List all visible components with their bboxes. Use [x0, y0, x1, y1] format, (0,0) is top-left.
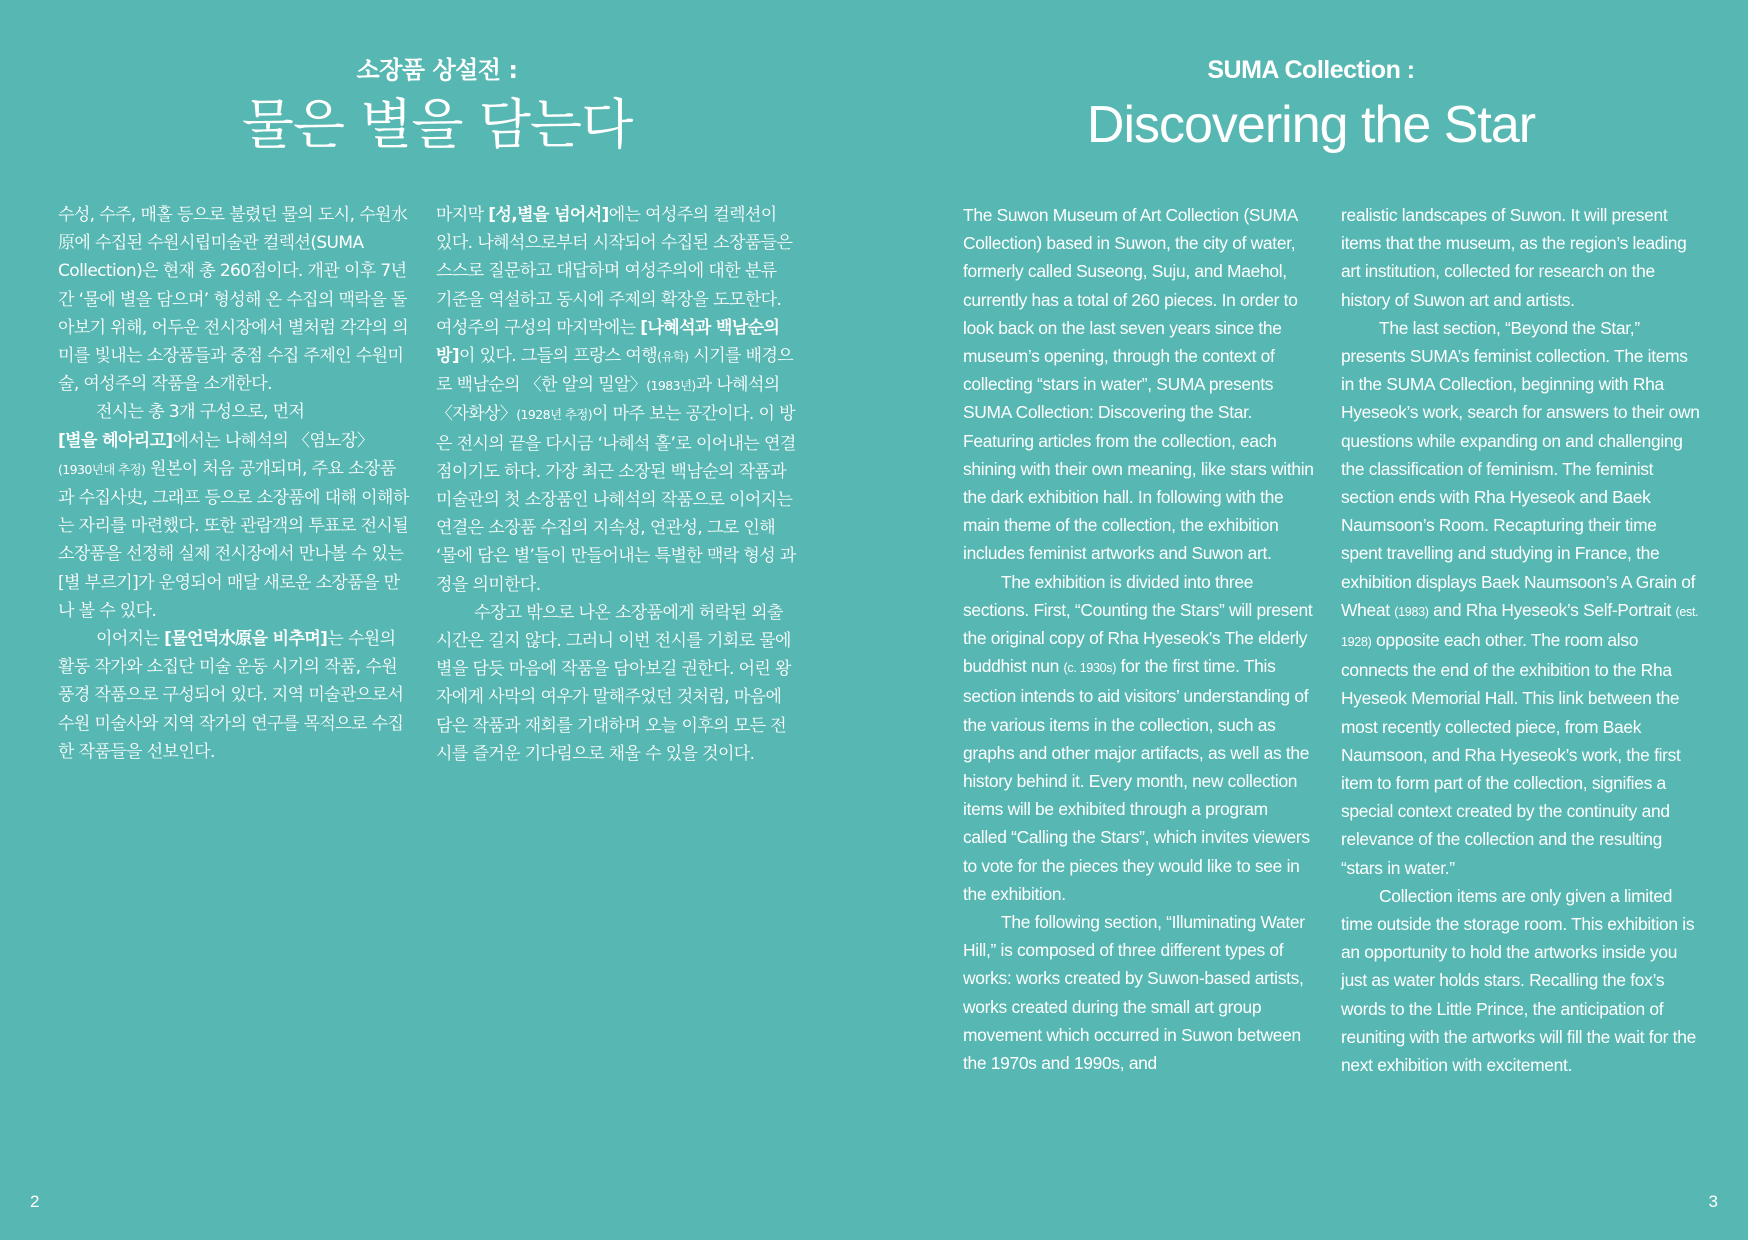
english-kicker: SUMA Collection : [1207, 56, 1415, 84]
english-column-1 [963, 201, 1315, 1077]
korean-title: 물은 별을 담는다 [241, 93, 633, 156]
paragraph: realistic landscapes of Suwon. It will present items that the museum, as the region’s leading art institution, collected for research on the history of Suwon art and artists. [1341, 205, 1687, 310]
korean-kicker: 소장품 상설전 : [356, 56, 518, 84]
paragraph: The following section, “Illuminating Water Hill,” is composed of three different types of works: works created by Suwon-based artists, works created during the small art group movement which occurred in Suwon between the 1970s and 1990s, and [963, 912, 1305, 1074]
english-heading [874, 52, 1748, 158]
english-title: Discovering the Star [1086, 96, 1536, 154]
paragraph: The last section, “Beyond the Star,” presents SUMA’s feminist collection. The items in the SUMA Collection, beginning with Rha Hyeseok’s work, search for answers to their own questions while expanding on and challenging the classification of feminism. The feminist section ends with Rha Hyeseok and Baek Naumsoon’s Room. Recapturing their time spent travelling and studying in France, the exhibition displays Baek Naumsoon’s A Grain of Wheat (1983) and Rha Hyeseok’s Self-Portrait (est. 1928) opposite each other. The room also connects the end of the exhibition to the Rha Hyeseok Memorial Hall. This link between the most recently collected piece, from Baek Naumsoon, and Rha Hyeseok’s work, the first item to form part of the collection, signifies a special context created by the continuity and relevance of the collection and the resulting “stars in water.” [1341, 317, 1700, 878]
paragraph: Collection items are only given a limited time outside the storage room. This exhibition is an opportunity to hold the artworks inside you just as water holds stars. Recalling the fox’s words to the Little Prince, the anticipation of reuniting with the artworks will fill the wait for the next exhibition with excitement. [1341, 885, 1696, 1076]
paragraph: The exhibition is divided into three sections. First, “Counting the Stars” will present the original copy of Rha Hyeseok’s The elderly buddhist nun (c. 1930s) for the first time. This section intends to aid visitors’ understanding of the various items in the collection, such as graphs and other major artifacts, as well as the history behind it. Every month, new collection items will be exhibited through a program called “Calling the Stars”, which invites viewers to vote for the pieces they would like to see in the exhibition. [963, 571, 1313, 904]
paragraph: 이어지는 [물언덕水原을 비추며]는 수원의 활동 작가와 소집단 미술 운동 시기의 작품, 수원 풍경 작품으로 구성되어 있다. 지역 미술관으로서 수원 미술사와 지역 작가의 연구를 목적으로 수집한 작품들을 선보인다. [58, 629, 404, 762]
right-page-english [874, 0, 1748, 1240]
paragraph: The Suwon Museum of Art Collection (SUMA Collection) based in Suwon, the city of water, formerly called Suseong, Suju, and Maehol, currently has a total of 260 pieces. In order to look back on the last seven years since the museum’s opening, through the context of collecting “stars in water”, SUMA presents SUMA Collection: Discovering the Star. Featuring articles from the collection, each shining with their own meaning, like stars within the dark exhibition hall. In following with the main theme of the collection, the exhibition includes feminist artworks and Suwon art. [963, 205, 1314, 564]
korean-heading [0, 52, 874, 158]
page-number-left: 2 [30, 1192, 40, 1211]
paragraph: 수장고 밖으로 나온 소장품에게 허락된 외출 시간은 길지 않다. 그러니 이번 전시를 기회로 물에 별을 담듯 마음에 작품을 담아보길 권한다. 어린 왕자에게 사막의 여우가 말해주었던 것처럼, 마음에 담은 작품과 재회를 기대하며 오늘 이후의 모든 전시를 즐거운 기다림으로 채울 수 있을 것이다. [436, 602, 791, 764]
paragraph: 수성, 수주, 매홀 등으로 불렸던 물의 도시, 수원水原에 수집된 수원시립미술관 컬렉션(SUMA Collection)은 현재 총 260점이다. 개관 이후 7년간 ‘물에 별을 담으며’ 형성해 온 수집의 맥락을 돌아보기 위해, 어두운 전시장에서 별처럼 각각의 의미를 빛내는 소장품들과 중점 수집 주제인 수원미술, 여성주의 작품을 소개한다. [58, 205, 409, 395]
korean-column-1 [58, 201, 410, 766]
paragraph: 마지막 [성,별을 넘어서]에는 여성주의 컬렉션이 있다. 나혜석으로부터 시작되어 수집된 소장품들은 스스로 질문하고 대답하며 여성주의에 대한 분류 기준을 역설하고 동시에 주제의 확장을 도모한다. 여성주의 구성의 마지막에는 [나혜석과 백남순의 방]이 있다. 그들의 프랑스 여행(유학) 시기를 배경으로 백남순의 〈한 알의 밀알〉(1983년)과 나혜석의 〈자화상〉(1928년 추정)이 마주 보는 공간이다. 이 방은 전시의 끝을 다시금 ‘나혜석 홀’로 이어내는 연결점이기도 하다. 가장 최근 소장된 백남순의 작품과 미술관의 첫 소장품인 나혜석의 작품으로 이어지는 연결은 소장품 수집의 지속성, 연관성, 그로 인해 ‘물에 담은 별’들이 만들어내는 특별한 맥락 형성 과정을 의미한다. [436, 205, 796, 595]
english-column-2 [1341, 201, 1701, 1079]
korean-column-2 [436, 201, 796, 768]
paragraph: 전시는 총 3개 구성으로, 먼저 [별을 헤아리고]에서는 나혜석의 〈염노장〉 (1930년대 추정) 원본이 처음 공개되며, 주요 소장품과 수집사史, 그래프 등으로 소장품에 대해 이해하는 자리를 마련했다. 또한 관람객의 투표로 전시될 소장품을 선정해 실제 전시장에서 만나볼 수 있는 [별 부르기]가 운영되어 매달 새로운 소장품을 만나 볼 수 있다. [58, 402, 409, 621]
page-number-right: 3 [1708, 1192, 1718, 1211]
